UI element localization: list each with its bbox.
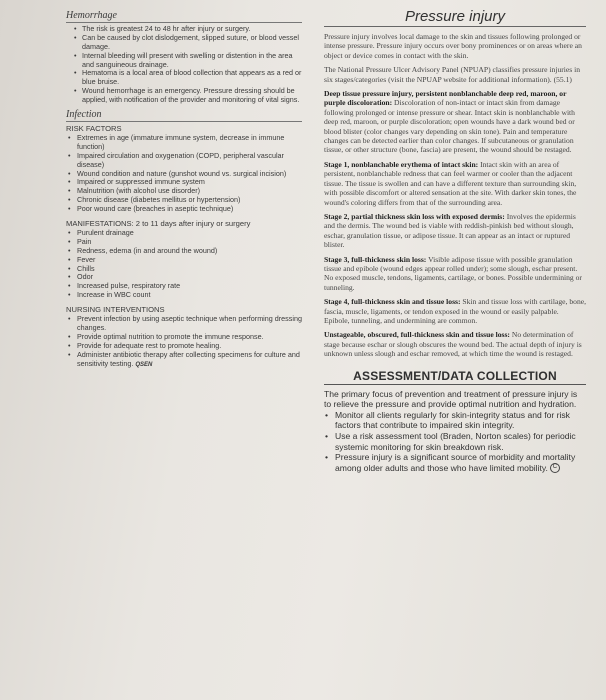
list-item: • Impaired or suppressed immune system [66, 178, 302, 187]
list-item: • Monitor all clients regularly for skin-integrity status and for risk factors that contribute to impaired skin integrity. [324, 410, 586, 431]
list-item: • The risk is greatest 24 to 48 hr after injury or surgery. [66, 25, 302, 34]
list-item: • Fever [66, 256, 302, 265]
left-column [66, 12, 302, 370]
manifestations-label: MANIFESTATIONS: 2 to 11 days after injury or surgery [66, 219, 251, 229]
stage-3 [324, 255, 586, 293]
list-item: • Extremes in age (immature immune system, decrease in immune function) [66, 134, 302, 152]
npuap-paragraph: The National Pressure Ulcer Advisory Panel (NPUAP) classifies pressure injuries in six stages/categories (visit the NPUAP website for additional information). (55.1) [324, 65, 581, 84]
stage-2 [324, 212, 586, 250]
list-item: • Purulent drainage [66, 229, 302, 238]
list-item: • Odor [66, 273, 302, 282]
stage-body: Intact skin with an area of persistent, nonblanchable redness that can feel warmer or cooler than the adjacent tissue. The tissue is swollen and can have a different texture than surrounding skin, with possible discomfort or altered sensation at the site. With darker skin tones, the wound's coloring differs from that of the surrounding area. [324, 159, 577, 207]
list-item: • Impaired circulation and oxygenation (COPD, peripheral vascular disease) [66, 152, 302, 170]
stage-body: Visible adipose tissue with possible granulation tissue and epibole (wound edges appear rolled under); some slough, eschar present. No exposed muscle, tendons, ligaments, cartilage, or bones. Possible undermining or tunneling. [324, 254, 582, 292]
infection-heading: Infection [66, 111, 302, 122]
list-item: • Increase in WBC count [66, 291, 302, 300]
list-item: • Chills [66, 265, 302, 274]
list-item: • Redness, edema (in and around the wound) [66, 247, 302, 256]
list-item-text: Pressure injury is a significant source of morbidity and mortality among older adults and those who have limited mobility. [335, 452, 576, 473]
pressure-intro: Pressure injury involves local damage to the skin and tissues following prolonged or intense pressure. Pressure injury occurs over bony prominences or on areas where an object or device comes in contact with the skin. [324, 32, 582, 60]
assessment-intro: The primary focus of prevention and treatment of pressure injury is to relieve the pressure and provide optimal nutrition and hydration. [324, 388, 578, 410]
list-item: • Provide optimal nutrition to promote the immune response. [66, 333, 302, 342]
risk-factors-list [66, 134, 302, 214]
list-item-text: Administer antibiotic therapy after collecting specimens for culture and sensitivity testing. [77, 349, 300, 368]
manifestations-list [66, 229, 302, 300]
risk-factors-label: RISK FACTORS [66, 123, 122, 133]
list-item: • Prevent infection by using aseptic technique when performing dressing changes. [66, 315, 302, 333]
stage-body: Skin and tissue loss with cartilage, bone, fascia, muscle, ligaments, or tendon exposed in the wound or easily palpable. Epibole, tunneling, and undermining are common. [324, 297, 587, 325]
stage-body: Involves the epidermis and the dermis. The wound bed is viable with reddish-pinkish bed without slough, eschar, granulation tissue, or adipose tissue. It can appear as an intact or ruptured blister. [324, 211, 576, 250]
stage-1 [324, 160, 586, 207]
list-item [66, 351, 302, 370]
right-column [324, 8, 586, 473]
stage-heading: Unstageable, obscured, full-thickness skin and tissue loss: [324, 330, 510, 340]
stage-heading: Stage 4, full-thickness skin and tissue loss: [324, 297, 461, 307]
nursing-interventions-label: NURSING INTERVENTIONS [66, 305, 165, 315]
list-item: • Chronic disease (diabetes mellitus or hypertension) [66, 196, 302, 205]
pressure-injury-heading: Pressure injury [324, 8, 586, 27]
list-item: • Provide for adequate rest to promote healing. [66, 342, 302, 351]
stage-heading: Stage 2, partial thickness skin loss with exposed dermis: [324, 211, 505, 221]
assessment-section [324, 389, 586, 474]
list-item [324, 452, 586, 473]
list-item: • Wound hemorrhage is an emergency. Pressure dressing should be applied, with notification of the provider and monitoring of vital signs. [66, 87, 302, 105]
list-item: • Malnutrition (with alcohol use disorder) [66, 187, 302, 196]
qsen-badge: QSEN [135, 361, 153, 368]
stage-heading: Stage 1, nonblanchable erythema of intact skin: [324, 159, 479, 169]
list-item: • Can be caused by clot dislodgement, slipped suture, or blood vessel damage. [66, 34, 302, 52]
list-item: • Pain [66, 238, 302, 247]
list-item: • Wound condition and nature (gunshot wound vs. surgical incision) [66, 170, 302, 179]
list-item: • Use a risk assessment tool (Braden, Norton scales) for periodic systemic monitoring for skin breakdown risk. [324, 431, 586, 452]
hemorrhage-heading: Hemorrhage [66, 12, 302, 23]
list-item: • Hematoma is a local area of blood collection that appears as a red or blue bruise. [66, 69, 302, 87]
list-item: • Internal bleeding will present with swelling or distention in the area and sanguineous drainage. [66, 52, 302, 70]
stage-heading: Deep tissue pressure injury, persistent nonblanchable deep red, maroon, or purple discoloration: [324, 89, 567, 108]
stage-4 [324, 297, 586, 325]
stage-unstageable [324, 330, 586, 358]
list-item: • Increased pulse, respiratory rate [66, 282, 302, 291]
assessment-list [324, 410, 586, 474]
nursing-interventions-list [66, 315, 302, 369]
stage-body: No determination of stage because eschar or slough obscures the wound bed. The actual depth of injury is unknown unless slough and eschar removed, at which time the wound is restaged. [324, 330, 582, 359]
hemorrhage-list [66, 25, 302, 105]
stage-heading: Stage 3, full-thickness skin loss: [324, 254, 427, 264]
stage-body: Discoloration of non-intact or intact skin from damage following prolonged or intense pressure or shear. Intact skin is nonblanchable with deep red, maroon, or purple discoloration; open wounds have a dark wound bed or blood blister (color changes vary depending on skin tone). Pain and temperature changes can be detected earlier than color changes. If subcutaneous or granulation tissue, or other structure (bone, fascia) are present, the wound should be restaged. [324, 98, 575, 155]
copyright-badge-icon: C [550, 463, 560, 473]
stage-deep-tissue [324, 89, 586, 155]
list-item: • Poor wound care (breaches in aseptic technique) [66, 205, 302, 214]
assessment-heading: ASSESSMENT/DATA COLLECTION [324, 369, 586, 385]
